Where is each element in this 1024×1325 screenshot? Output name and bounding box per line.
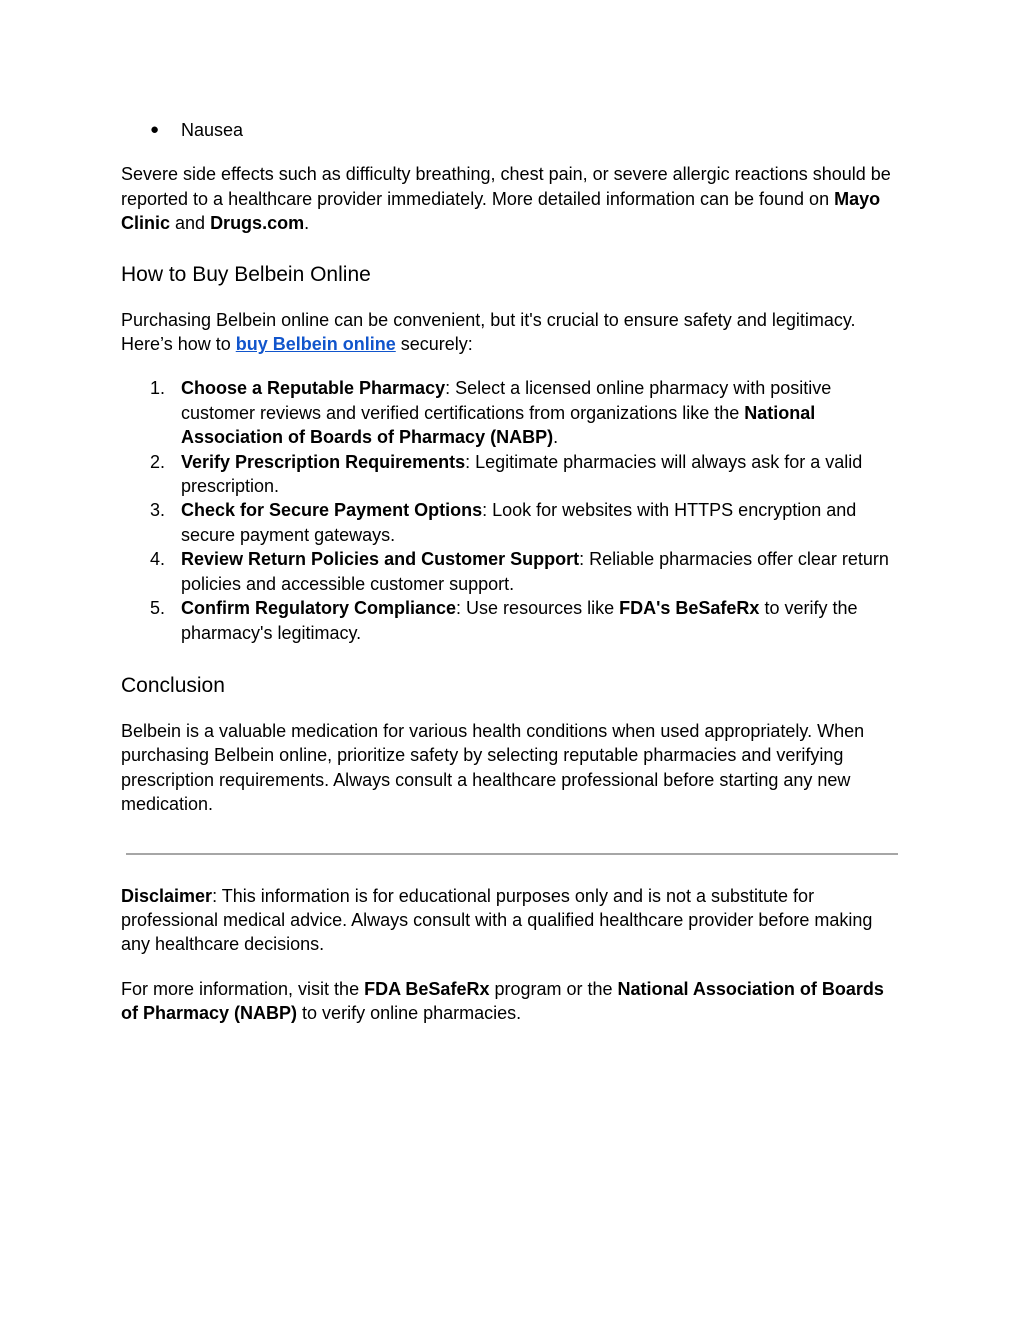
buy-belbein-online-link[interactable]: buy Belbein online	[235, 334, 396, 355]
list-item	[121, 376, 905, 449]
paragraph-text: Severe side effects such as difficulty breathing, chest pain, or severe allergic reactions should be reported to a healthcare provider immediately. More detailed information can be found on	[121, 164, 891, 209]
step-text: to verify the pharmacy's legitimacy.	[181, 598, 858, 643]
section-heading-buy-online: How to Buy Belbein Online	[121, 262, 371, 286]
severe-side-effects-paragraph	[121, 162, 905, 235]
step-text: .	[553, 427, 559, 448]
list-item	[121, 450, 905, 499]
list-number: 4.	[150, 549, 166, 570]
paragraph-text: Purchasing Belbein online can be convenient, but it's crucial to ensure safety and legitimacy. Here’s how to	[121, 309, 856, 355]
step-text: : Reliable pharmacies offer clear return policies and accessible customer support.	[181, 549, 889, 594]
buy-steps-list	[121, 376, 905, 644]
list-item	[121, 547, 905, 596]
list-item	[121, 596, 905, 645]
step-title: Review Return Policies and Customer Support	[181, 549, 580, 570]
document-page	[121, 118, 905, 1026]
list-item	[121, 118, 905, 142]
mayo-clinic-label: Mayo Clinic	[121, 188, 881, 234]
step-text: : Legitimate pharmacies will always ask for a valid prescription.	[181, 451, 863, 497]
list-number: 1.	[150, 378, 166, 399]
conclusion-paragraph: Belbein is a valuable medication for various health conditions when used appropriately. When purchasing Belbein online, prioritize safety by selecting reputable pharmacies and verifying prescription requirements. Always consult a healthcare professional before starting any new medication.	[121, 720, 865, 815]
list-item-text: Nausea	[181, 120, 244, 140]
disclaimer-label: Disclaimer	[121, 885, 213, 906]
bullet-icon: ●	[150, 121, 160, 138]
more-info-paragraph	[121, 977, 905, 1026]
paragraph-text: For more information, visit the	[121, 978, 365, 999]
side-effects-list	[121, 118, 905, 142]
paragraph-text: program or the	[489, 978, 618, 999]
paragraph-text: and	[170, 213, 211, 234]
step-title: Check for Secure Payment Options	[181, 500, 483, 521]
list-number: 5.	[150, 598, 166, 619]
paragraph-text: to verify online pharmacies.	[297, 1003, 522, 1024]
buy-intro-paragraph	[121, 308, 905, 357]
section-heading-conclusion: Conclusion	[121, 673, 225, 697]
list-number: 3.	[150, 500, 166, 521]
besaferx-label: FDA's BeSafeRx	[619, 598, 760, 619]
fda-besaferx-label: FDA BeSafeRx	[364, 978, 490, 999]
disclaimer-text: : This information is for educational purposes only and is not a substitute for professional medical advice. Always consult with a qualified healthcare provider before making any healthcare decisions.	[121, 885, 873, 955]
step-text: : Look for websites with HTTPS encryption and secure payment gateways.	[181, 500, 857, 545]
paragraph-text: securely:	[395, 334, 473, 355]
step-text: : Select a licensed online pharmacy with positive customer reviews and verified certifications from organizations like the	[181, 378, 832, 423]
nabp-label: National Association of Boards of Pharmacy (NABP)	[181, 402, 816, 448]
step-text: : Use resources like	[456, 598, 620, 619]
list-number: 2.	[150, 451, 166, 472]
paragraph-text: .	[304, 213, 310, 234]
step-title: Choose a Reputable Pharmacy	[181, 378, 446, 399]
horizontal-divider	[126, 853, 898, 855]
step-title: Verify Prescription Requirements	[181, 451, 466, 472]
step-title: Confirm Regulatory Compliance	[181, 598, 457, 619]
nabp-label: National Association of Boards of Pharmacy (NABP)	[121, 978, 884, 1024]
disclaimer-paragraph	[121, 884, 905, 957]
drugs-com-label: Drugs.com	[210, 213, 305, 234]
list-item	[121, 498, 905, 547]
